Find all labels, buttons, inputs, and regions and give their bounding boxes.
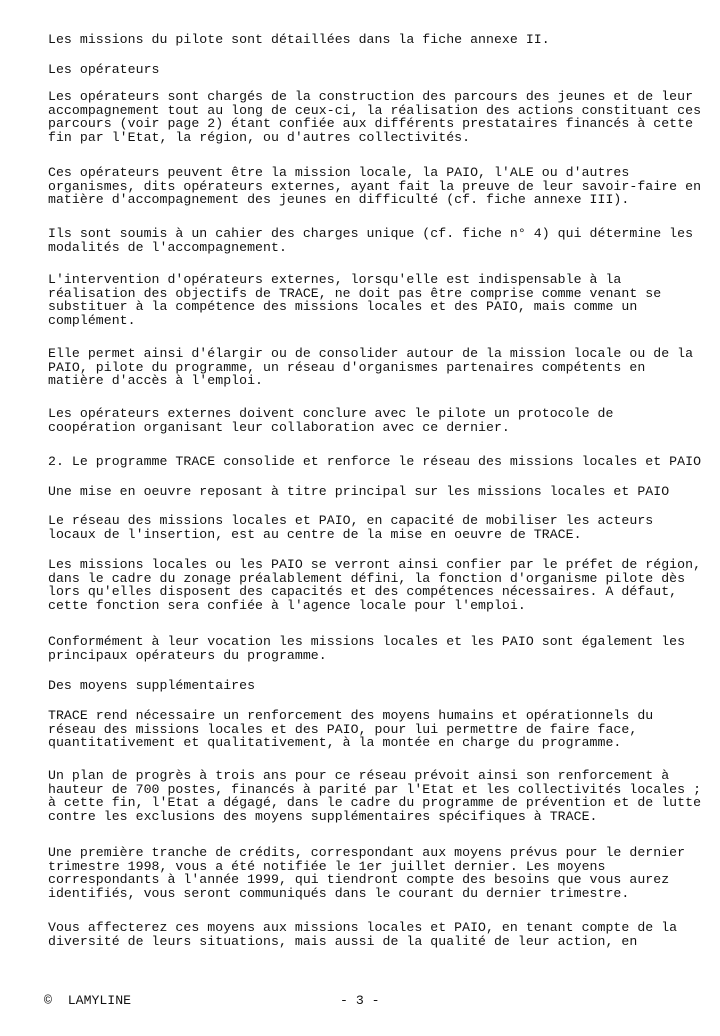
paragraph: [48, 635, 685, 662]
text-line: dans le cadre du zonage préalablement défini, la fonction d'organisme pilote dès: [48, 570, 686, 586]
page-number: - 3 -: [340, 993, 380, 1008]
paragraph: [48, 709, 653, 750]
text-line: matière d'accès à l'emploi.: [48, 373, 264, 389]
text-line: Ces opérateurs peuvent être la mission locale, la PAIO, l'ALE ou d'autres: [48, 165, 630, 180]
text-line: organismes, dits opérateurs externes, ayant fait la preuve de leur savoir-faire en: [48, 178, 702, 194]
text-line: Les missions locales ou les PAIO se verront ainsi confier par le préfet de région,: [48, 557, 702, 572]
text-line: correspondants à l'année 1999, qui tiendront compte des besoins que vous aurez: [48, 872, 670, 888]
text-line: quantitativement et qualitativement, à la montée en charge du programme.: [48, 735, 622, 751]
text-line: identifiés, vous seront communiqués dans le courant du dernier trimestre.: [48, 885, 630, 901]
text-line: 2. Le programme TRACE consolide et renforce le réseau des missions locales et PAIO: [48, 454, 702, 469]
text-line: réalisation des objectifs de TRACE, ne doit pas être comprise comme venant se: [48, 285, 662, 301]
paragraph: [48, 679, 255, 693]
text-line: Un plan de progrès à trois ans pour ce réseau prévoit ainsi son renforcement à: [48, 768, 670, 783]
paragraph: [48, 166, 701, 207]
text-line: modalités de l'accompagnement.: [48, 239, 287, 255]
text-line: diversité de leurs situations, mais aussi de la qualité de leur action, en: [48, 933, 638, 949]
text-line: Les missions du pilote sont détaillées dans la fiche annexe II.: [48, 32, 550, 47]
text-line: hauteur de 700 postes, financés à parité par l'Etat et les collectivités locales ;: [48, 781, 702, 797]
text-line: Une première tranche de crédits, correspondant aux moyens prévus pour le dernier: [48, 845, 686, 860]
text-line: Une mise en oeuvre reposant à titre principal sur les missions locales et PAIO: [48, 484, 670, 499]
paragraph: [48, 347, 693, 388]
footer-copyright: © LAMYLINE: [44, 993, 132, 1008]
paragraph: [48, 273, 661, 327]
text-line: cette fonction sera confiée à l'agence locale pour l'emploi.: [48, 597, 526, 613]
text-line: matière d'accompagnement des jeunes en difficulté (cf. fiche annexe III).: [48, 192, 630, 208]
paragraph: [48, 769, 701, 823]
text-line: Conformément à leur vocation les missions locales et les PAIO sont également les: [48, 634, 686, 649]
text-line: complément.: [48, 312, 136, 328]
text-line: Les opérateurs externes doivent conclure avec le pilote un protocole de: [48, 406, 614, 421]
text-line: réseau des missions locales et des PAIO, pour lui permettre de faire face,: [48, 721, 638, 737]
text-line: L'intervention d'opérateurs externes, lorsqu'elle est indispensable à la: [48, 272, 622, 287]
text-line: contre les exclusions des moyens supplémentaires spécifiques à TRACE.: [48, 808, 598, 824]
text-line: Ils sont soumis à un cahier des charges unique (cf. fiche n° 4) qui détermine les: [48, 226, 694, 241]
paragraph: [48, 514, 653, 541]
text-line: coopération organisant leur collaboration avec ce dernier.: [48, 419, 510, 435]
paragraph: [48, 846, 685, 900]
text-line: substituer à la compétence des missions locales et des PAIO, mais comme un: [48, 299, 638, 315]
paragraph: [48, 485, 669, 499]
paragraph: [48, 921, 677, 948]
text-line: locaux de l'insertion, est au centre de la mise en oeuvre de TRACE.: [48, 526, 582, 542]
paragraph: [48, 63, 160, 77]
text-line: TRACE rend nécessaire un renforcement des moyens humains et opérationnels du: [48, 708, 654, 723]
text-line: accompagnement tout au long de ceux-ci, la réalisation des actions constituant ces: [48, 102, 702, 118]
paragraph: [48, 455, 701, 469]
text-line: Elle permet ainsi d'élargir ou de consolider autour de la mission locale ou de la: [48, 346, 694, 361]
text-line: principaux opérateurs du programme.: [48, 647, 327, 663]
text-line: trimestre 1998, vous a été notifiée le 1er juillet dernier. Les moyens: [48, 858, 606, 874]
text-line: Les opérateurs sont chargés de la construction des parcours des jeunes et de leur: [48, 89, 694, 104]
text-line: Les opérateurs: [48, 62, 160, 77]
paragraph: [48, 33, 550, 47]
paragraph: [48, 558, 701, 612]
text-line: PAIO, pilote du programme, un réseau d'organismes partenaires compétents en: [48, 359, 646, 375]
text-line: Vous affecterez ces moyens aux missions locales et PAIO, en tenant compte de la: [48, 920, 678, 935]
paragraph: [48, 90, 701, 144]
text-line: à cette fin, l'Etat a dégagé, dans le cadre du programme de prévention et de lutte: [48, 795, 702, 811]
text-line: fin par l'Etat, la région, ou d'autres collectivités.: [48, 129, 471, 145]
paragraph: [48, 227, 693, 254]
text-line: Des moyens supplémentaires: [48, 678, 256, 693]
text-line: lors qu'elles disposent des capacités et des compétences nécessaires. A défaut,: [48, 584, 678, 600]
paragraph: [48, 407, 613, 434]
text-line: Le réseau des missions locales et PAIO, en capacité de mobiliser les acteurs: [48, 513, 654, 528]
text-line: parcours (voir page 2) étant confiée aux différents prestataires financés à cette: [48, 116, 694, 132]
